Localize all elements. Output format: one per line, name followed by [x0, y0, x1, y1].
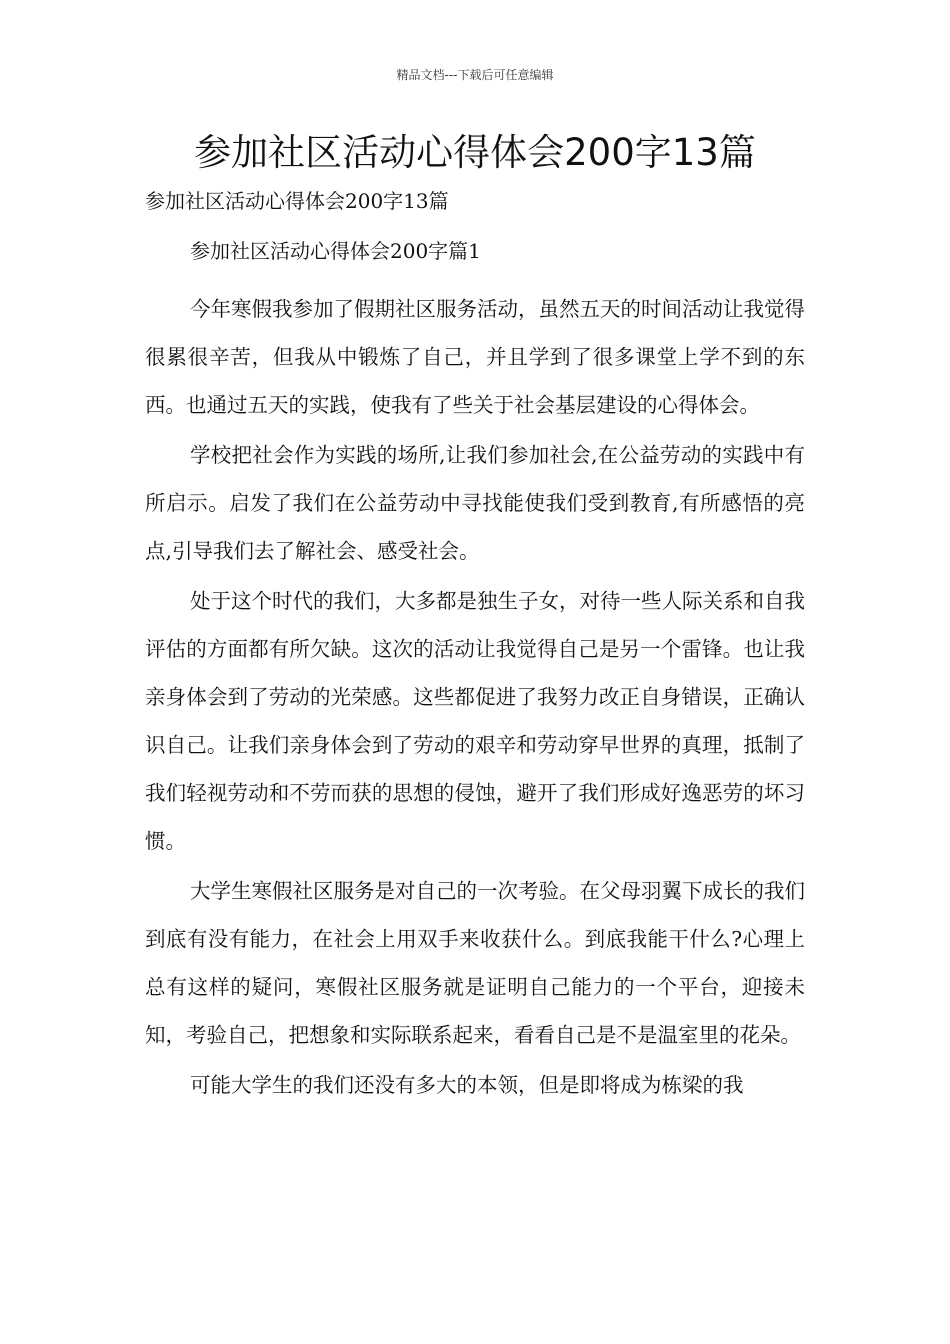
paragraph: 处于这个时代的我们，大多都是独生子女，对待一些人际关系和自我评估的方面都有所欠缺。这次的活动让我觉得自己是另一个雷锋。也让我亲身体会到了劳动的光荣感。这些都促进了我努力改正自身错误，正确认识自己。让我们亲身体会到了劳动的艰辛和劳动穿早世界的真理，抵制了我们轻视劳动和不劳而获的思想的侵蚀，避开了我们形成好逸恶劳的坏习惯。: [145, 589, 805, 853]
paragraph: 可能大学生的我们还没有多大的本领，但是即将成为栋梁的我: [190, 1073, 744, 1097]
section-heading: 参加社区活动心得体会200字篇1: [190, 239, 481, 263]
document-body: [145, 285, 805, 1111]
paragraph: 学校把社会作为实践的场所,让我们参加社会,在公益劳动的实践中有所启示。启发了我们在公益劳动中寻找能使我们受到教育,有所感悟的亮点,引导我们去了解社会、感受社会。: [145, 443, 805, 563]
paragraph: 大学生寒假社区服务是对自己的一次考验。在父母羽翼下成长的我们到底有没有能力，在社会上用双手来收获什么。到底我能干什么?心理上总有这样的疑问，寒假社区服务就是证明自己能力的一个平台，迎接未知，考验自己，把想象和实际联系起来，看看自己是不是温室里的花朵。: [145, 879, 805, 1047]
document-subtitle: 参加社区活动心得体会200字13篇: [145, 189, 449, 213]
document-title: 参加社区活动心得体会200字13篇: [194, 131, 756, 174]
header-note: 精品文档---下载后可任意编辑: [396, 68, 554, 82]
paragraph: 今年寒假我参加了假期社区服务活动，虽然五天的时间活动让我觉得很累很辛苦，但我从中锻炼了自己，并且学到了很多课堂上学不到的东西。也通过五天的实践，使我有了些关于社会基层建设的心得体会。: [145, 297, 805, 417]
